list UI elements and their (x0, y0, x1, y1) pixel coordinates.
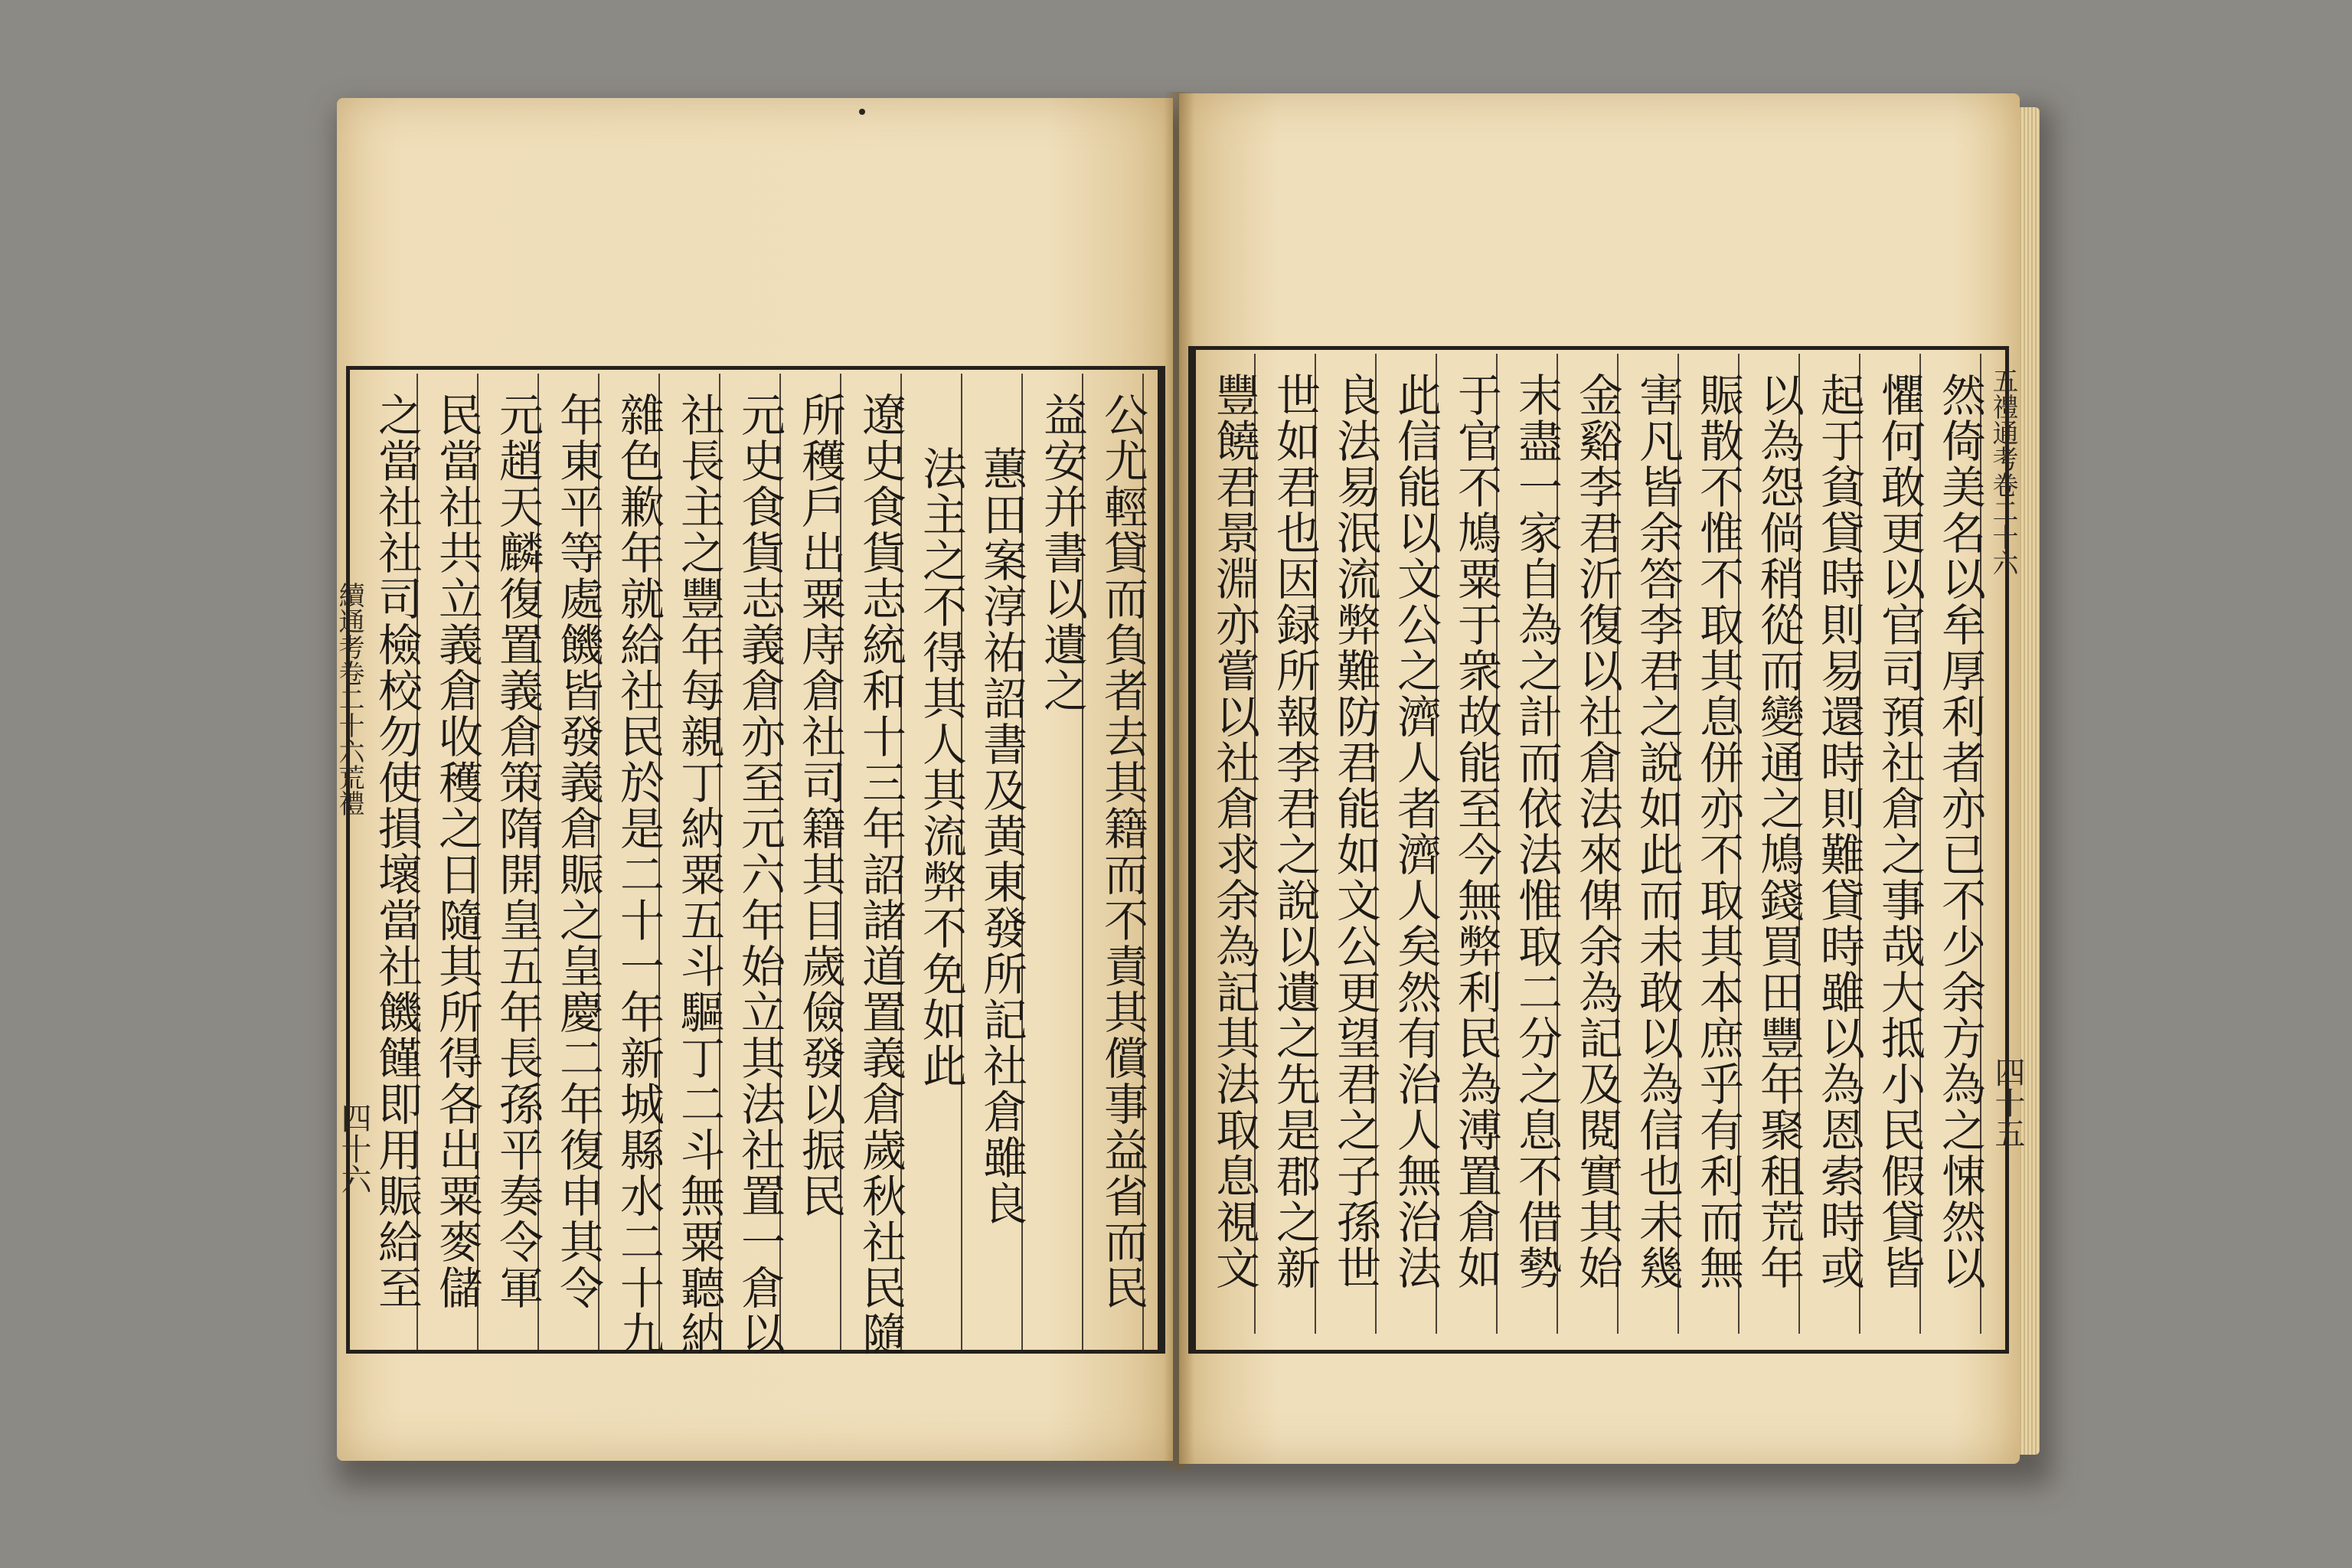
text-column: 社長主之豐年每親丁納粟五斗驅丁二斗無粟聽納 (673, 392, 725, 1357)
left-margin-title: 續通考卷二十六荒禮 (334, 582, 364, 816)
text-column: 賑散不惟不取其息併亦不取其本庶乎有利而無 (1692, 372, 1744, 1291)
text-column: 豐饒君景淵亦嘗以社倉求余為記其法取息視文 (1208, 372, 1260, 1291)
text-column: 以為怨倘稍從而變通之鳩錢買田豐年聚租荒年 (1753, 372, 1805, 1291)
text-column: 末盡一家自為之計而依法惟取二分之息不借勢 (1511, 372, 1563, 1291)
text-column: 懼何敢更以官司預社倉之事哉大抵小民假貸皆 (1873, 372, 1926, 1291)
text-column: 起于貧貸時則易還時則難貸時雖以為恩索時或 (1813, 372, 1865, 1291)
text-column: 元史食貨志義倉亦至元六年始立其法社置一倉以 (733, 392, 786, 1357)
right-page-number: 四十五 (1990, 1057, 2025, 1148)
text-column: 法主之不得其人其流弊不免如此 (915, 446, 967, 1089)
text-column: 所穫戶出粟庤倉社司籍其目歲儉發以振民 (794, 392, 846, 1219)
ink-dot (859, 109, 865, 115)
text-column: 元趙天麟復置義倉策隋開皇五年長孫平奏令軍 (492, 392, 544, 1311)
right-margin-title: 五禮通考卷二十六 (1988, 368, 2018, 576)
text-column: 之當社社司檢校勿使損壞當社饑饉即用賑給至 (371, 392, 423, 1311)
text-column: 公尤輕貸而負者去其籍而不責其償事益省而民 (1096, 392, 1148, 1311)
left-page-number: 四十六 (336, 1102, 371, 1194)
text-column: 然倚美名以牟厚利者亦已不少余方為之悚然以 (1934, 372, 1986, 1291)
text-column: 益安并書以遺之 (1036, 392, 1088, 714)
text-column: 良法易泯流弊難防君能如文公更望君之子孫世 (1329, 372, 1381, 1291)
text-column: 蕙田案淳祐詔書及黄東發所記社倉雖良 (975, 446, 1027, 1227)
text-column: 遼史食貨志統和十三年詔諸道置義倉歲秋社民隨 (854, 392, 906, 1357)
text-column: 于官不鳩粟于衆故能至今無弊利民為溥置倉如 (1450, 372, 1502, 1291)
text-column: 民當社共立義倉收穫之日隨其所得各出粟麥儲 (431, 392, 483, 1311)
text-column: 雜色歉年就給社民於是二十一年新城縣水二十九 (612, 392, 665, 1357)
text-column: 世如君也因録所報李君之說以遺之先是郡之新 (1269, 372, 1321, 1291)
text-column: 此信能以文公之濟人者濟人矣然有治人無治法 (1390, 372, 1442, 1291)
text-column: 金谿李君沂復以社倉法來俾余為記及閱實其始 (1571, 372, 1623, 1291)
text-column: 害凡皆余答李君之說如此而未敢以為信也未幾 (1632, 372, 1684, 1291)
text-column: 年東平等處饑皆發義倉賑之皇慶二年復申其令 (552, 392, 604, 1311)
